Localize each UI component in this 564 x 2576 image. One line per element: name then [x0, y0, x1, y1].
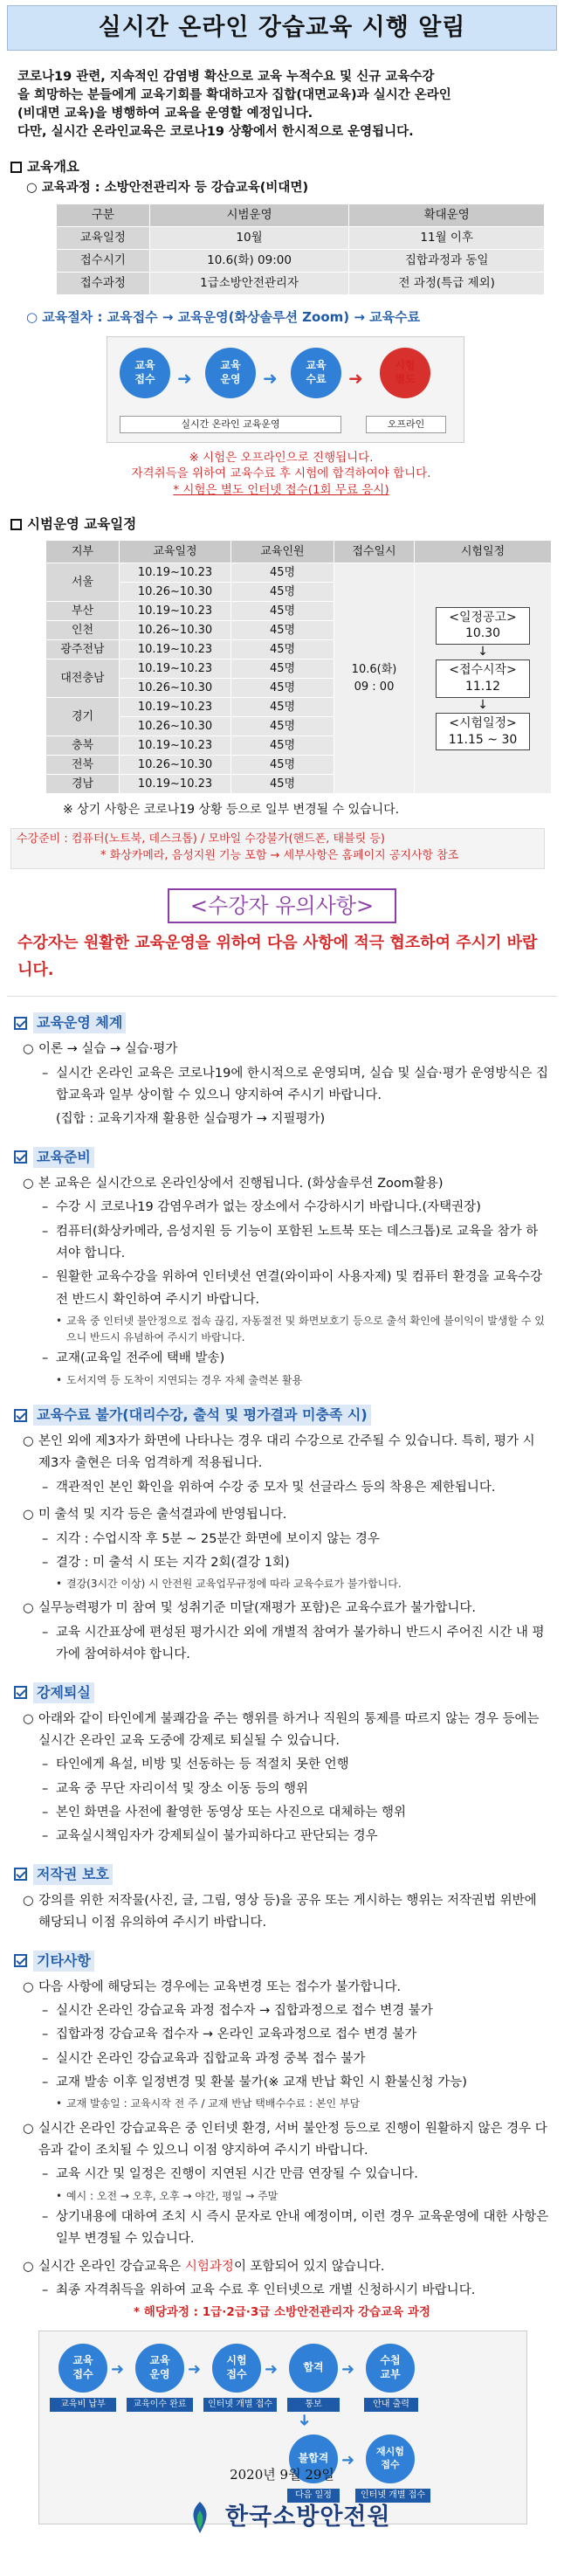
- people-cell: 45명: [231, 563, 334, 583]
- table-header: 확대운영: [349, 204, 545, 227]
- item-text: 예시 : 오전 → 오후, 오후 → 야간, 평일 → 주말: [66, 2189, 279, 2202]
- flow-caption: 인터넷 개별 접수: [355, 2489, 430, 2503]
- step-exam: 시험 별도: [380, 348, 430, 398]
- page-title: 실시간 온라인 강습교육 시행 알림: [7, 5, 557, 51]
- org-logo: [182, 2499, 391, 2536]
- item-text: (집합 : 교육기자재 활용한 실습평가 → 지필평가): [56, 1112, 326, 1127]
- list-item: – 지각 : 수업시작 후 5분 ~ 25분간 화면에 보이지 않는 경우: [42, 1529, 550, 1550]
- arrow-icon: ➜: [341, 2450, 355, 2469]
- date-cell: 10.19~10.23: [120, 698, 231, 717]
- arrow-icon: ➜: [348, 367, 363, 389]
- page: [0, 5, 564, 2576]
- item-text: 타인에게 욕설, 비방 및 선동하는 등 적절치 못한 언행: [56, 1758, 349, 1772]
- date-cell: 10.26~10.30: [120, 621, 231, 640]
- table-header: 시범운영: [149, 204, 349, 227]
- list-item: • 교육 중 인터넷 불안정으로 접속 끊김, 자동절전 및 화면보호기 등으로 출석 확인에 불이익이 발생할 수 있으니 반드시 유념하여 주시기 바랍니다.: [56, 1313, 550, 1346]
- list-item: – 최종 자격취득을 위하여 교육 수료 후 인터넷으로 개별 신청하시기 바랍니다.: [42, 2280, 550, 2302]
- item-text: 미 출석 및 지각 등은 출석결과에 반영됩니다.: [38, 1508, 287, 1523]
- people-cell: 45명: [231, 679, 334, 698]
- people-cell: 45명: [231, 640, 334, 660]
- people-cell: 45명: [231, 602, 334, 621]
- item-text: 본 교육은 실시간으로 온라인상에서 진행됩니다. (화상솔루션 Zoom활용): [38, 1176, 444, 1191]
- arrow-icon: ➜: [111, 2359, 125, 2379]
- item-text: 교육 중 무단 자리이석 및 장소 이동 등의 행위: [56, 1781, 308, 1796]
- check-icon: [14, 1954, 27, 1967]
- list-item: – 교재 발송 이후 일정변경 및 환불 불가(※ 교재 반납 확인 시 환불신청 가능): [42, 2072, 550, 2094]
- schedule-cell: [415, 563, 552, 794]
- flow-step: 합격: [289, 2344, 338, 2393]
- list-item: ○ 아래와 같이 타인에게 불쾌감을 주는 행위를 하거나 직원의 통제를 따르지 않는 경우 등에는 실시간 온라인 교육 도중에 강제로 퇴실될 수 있습니다.: [23, 1709, 550, 1753]
- list-item: • 예시 : 오전 → 오후, 오후 → 야간, 평일 → 주말: [56, 2188, 550, 2205]
- arrow-icon: ➜: [295, 2413, 314, 2427]
- region-cell: 대전충남: [46, 660, 120, 698]
- list-item: ○ 실무능력평가 미 참여 및 성취기준 미달(재평가 포함)은 교육수료가 불가합니다.: [23, 1598, 550, 1619]
- list-item: – 실시간 온라인 강습교육과 집합교육 과정 중복 접수 불가: [42, 2048, 550, 2070]
- table-cell: 교육일정: [57, 227, 150, 250]
- item-text: 교육실시책임자가 강제퇴실이 불가피하다고 판단되는 경우: [56, 1829, 378, 1844]
- item-text: 객관적인 본인 확인을 위하여 수강 중 모자 및 선글라스 등의 착용은 제한됩니다.: [56, 1480, 496, 1495]
- schedule-date: 11.15 ~ 30: [448, 732, 518, 747]
- arrow-icon: ➜: [265, 2359, 279, 2379]
- list-item: – 타인에게 욕설, 비방 및 선동하는 등 적절치 못한 언행: [42, 1754, 550, 1776]
- checkbox-icon: [10, 162, 22, 173]
- intro-line: (비대면 교육)을 병행하여 교육을 운영할 예정입니다.: [17, 107, 313, 121]
- check-icon: [14, 1868, 27, 1881]
- people-cell: 45명: [231, 583, 334, 602]
- arrow-icon: ➜: [177, 367, 192, 389]
- intro-text: [17, 68, 550, 142]
- list-item: ○ 강의를 위한 저작물(사진, 글, 그림, 영상 등)을 공유 또는 게시하는 행위는 저작권법 위반에 해당되니 이점 유의하여 주시기 바랍니다.: [23, 1890, 550, 1935]
- divider: [7, 996, 557, 997]
- flow-step: 수첩 교부: [366, 2344, 415, 2393]
- step-operation: 교육 운영: [205, 348, 256, 398]
- check-icon: [14, 1017, 27, 1030]
- people-cell: 45명: [231, 717, 334, 736]
- date-cell: 10.19~10.23: [120, 640, 231, 660]
- table-header: 접수일시: [334, 541, 415, 563]
- list-item: – 상기내용에 대하여 조치 시 즉시 문자로 안내 예정이며, 이런 경우 교육운영에 대한 사항은 일부 변경될 수 있습니다.: [42, 2207, 550, 2251]
- checkbox-icon: [10, 519, 22, 530]
- table-cell: 집합과정과 동일: [349, 250, 545, 273]
- pilot-heading: 시범운영 교육일정: [27, 516, 137, 533]
- intro-line: 코로나19 관련, 지속적인 감염병 확산으로 교육 누적수요 및 신규 교육수강: [17, 70, 435, 84]
- table-cell: 접수과정: [57, 273, 150, 295]
- check-icon: [14, 1150, 27, 1164]
- list-item: ○ 다음 사항에 해당되는 경우에는 교육변경 또는 접수가 불가합니다.: [23, 1977, 550, 1999]
- region-cell: 경기: [46, 698, 120, 736]
- list-item: – 결강 : 미 출석 시 또는 지각 2회(결강 1회): [42, 1552, 550, 1574]
- section-title: 교육준비: [33, 1147, 94, 1168]
- pilot-note: ※ 상기 사항은 코로나19 상황 등으로 일부 변경될 수 있습니다.: [63, 803, 400, 818]
- flow-step: 시험 접수: [212, 2344, 261, 2393]
- section-title: 강제퇴실: [33, 1682, 94, 1703]
- item-text: 교재(교육일 전주에 택배 발송): [56, 1351, 225, 1366]
- date-cell: 10.26~10.30: [120, 679, 231, 698]
- region-cell: 경남: [46, 775, 120, 794]
- date-cell: 10.19~10.23: [120, 563, 231, 583]
- caption-online: 실시간 온라인 교육운영: [120, 416, 341, 433]
- people-cell: 45명: [231, 736, 334, 756]
- item-text: 이론 → 실습 → 실습·평가: [38, 1042, 178, 1057]
- list-item: ○ 미 출석 및 지각 등은 출석결과에 반영됩니다.: [23, 1504, 550, 1526]
- table-row: [46, 563, 552, 583]
- arrow-icon: ➜: [263, 367, 278, 389]
- list-item: – 본인 화면을 사전에 촬영한 동영상 또는 사진으로 대체하는 행위: [42, 1802, 550, 1824]
- overview-heading: 교육개요: [27, 159, 79, 176]
- item-text: 실시간 온라인 강습교육과 집합교육 과정 중복 접수 불가: [56, 2051, 366, 2066]
- date-cell: 10.19~10.23: [120, 736, 231, 756]
- notice-date: 2020년 9월 29일: [230, 2467, 334, 2483]
- course-line: ○ 교육과정 : 소방안전관리자 등 강습교육(비대면): [26, 181, 309, 196]
- flow-step: 교육 접수: [58, 2344, 107, 2393]
- table-cell: 10월: [149, 227, 349, 250]
- table-row: [57, 273, 545, 295]
- table-row: [57, 250, 545, 273]
- procedure-diagram: [107, 336, 464, 443]
- item-text: 결강 : 미 출석 시 또는 지각 2회(결강 1회): [56, 1555, 290, 1570]
- people-cell: 45명: [231, 756, 334, 775]
- notice-intro: 수강자는 원활한 교육운영을 위하여 다음 사항에 적극 협조하여 주시기 바랍니다.: [17, 934, 538, 979]
- flow-step: 교육 운영: [135, 2344, 184, 2393]
- item-text: 도서지역 등 도착이 지연되는 경우 자체 출력본 활용: [66, 1373, 303, 1386]
- org-name: 한국소방안전원: [225, 2503, 391, 2531]
- flow-caption: 안내 출력: [364, 2398, 418, 2412]
- schedule-box: [436, 607, 530, 646]
- intro-line: 을 희망하는 분들에게 교육기회를 확대하고자 집합(대면교육)과 실시간 온라인: [17, 88, 451, 103]
- flow-caption: 교육이수 완료: [127, 2398, 193, 2412]
- section-title: 기타사항: [33, 1951, 94, 1972]
- arrow-down-icon: ↓: [478, 645, 488, 660]
- list-item: • 도서지역 등 도착이 지연되는 경우 자체 출력본 활용: [56, 1372, 550, 1389]
- date-cell: 10.26~10.30: [120, 583, 231, 602]
- item-text: 아래와 같이 타인에게 불쾌감을 주는 행위를 하거나 직원의 통제를 따르지 않는 경우 등에는 실시간 온라인 교육 도중에 강제로 퇴실될 수 있습니다.: [38, 1711, 540, 1748]
- item-text: 실시간 온라인 교육은 코로나19에 한시적으로 운영되며, 실습 및 실습·평가 운영방식은 집합교육과 일부 상이할 수 있으니 양지하여 주시기 바랍니다.: [56, 1066, 549, 1103]
- arrow-icon: ➜: [341, 2359, 355, 2379]
- note-line: 자격취득을 위하여 교육수료 후 시험에 합격하여야 합니다.: [131, 466, 431, 481]
- list-item: [42, 1108, 550, 1130]
- arrow-down-icon: ↓: [478, 697, 488, 712]
- item-text: 교육 중 인터넷 불안정으로 접속 끊김, 자동절전 및 화면보호기 등으로 출석 확인에 불이익이 발생할 수 있으니 반드시 유념하여 주시기 바랍니다.: [66, 1315, 545, 1344]
- item-text: 집합과정 강습교육 접수자 → 온라인 교육과정으로 접수 변경 불가: [56, 2027, 417, 2042]
- logo-icon: [182, 2499, 218, 2536]
- schedule-label: <접수시작>: [449, 663, 517, 678]
- item-text: 최종 자격취득을 위하여 교육 수료 후 인터넷으로 개별 신청하시기 바랍니다.: [56, 2283, 476, 2298]
- list-item: – 교육 시간표상에 편성된 평가시간 외에 개별적 참여가 불가하니 반드시 주어진 시간 내 평가에 참여하셔야 합니다.: [42, 1622, 550, 1667]
- check-icon: [14, 1686, 27, 1699]
- list-item: • 교재 발송일 : 교육시작 전 주 / 교재 반납 택배수수료 : 본인 부담: [56, 2096, 550, 2112]
- overview-section: [10, 157, 552, 499]
- item-text: 지각 : 수업시작 후 5분 ~ 25분간 화면에 보이지 않는 경우: [56, 1531, 380, 1546]
- item-text: 본인 화면을 사전에 촬영한 동영상 또는 사진으로 대체하는 행위: [56, 1806, 407, 1820]
- note-line: ※ 시험은 오프라인으로 진행됩니다.: [189, 450, 374, 465]
- table-cell: 11월 이후: [349, 227, 545, 250]
- text-part-red: 시험과정: [184, 2259, 234, 2274]
- list-item: – 실시간 온라인 교육은 코로나19에 한시적으로 운영되며, 실습 및 실습·평가 운영방식은 집합교육과 일부 상이할 수 있으니 양지하여 주시기 바랍니다.: [42, 1063, 550, 1108]
- flow-caption: 통보: [287, 2398, 340, 2412]
- section-title: 교육운영 체계: [33, 1012, 126, 1033]
- schedule-date: 11.12: [464, 679, 501, 694]
- item-text: 원활한 교육수강을 위하여 인터넷선 연결(와이파이 사용자제) 및 컴퓨터 환경을 교육수강 전 반드시 확인하여 주시기 바랍니다.: [56, 1270, 543, 1307]
- arrow-icon: ➜: [188, 2359, 202, 2379]
- section-title: 교육수료 불가(대리수강, 출석 및 평가결과 미충족 시): [33, 1405, 371, 1426]
- item-text: 실시간 온라인 강습교육 과정 접수자 → 집합과정으로 접수 변경 불가: [56, 2003, 433, 2018]
- flow-caption: 인터넷 개별 접수: [203, 2398, 277, 2412]
- text-part: 실시간 온라인 강습교육은: [38, 2259, 185, 2274]
- table-row: [57, 227, 545, 250]
- section-title: 저작권 보호: [33, 1864, 113, 1885]
- prep-line: 수강준비 : 컴퓨터(노트북, 데스크톱) / 모바일 수강불가(핸드폰, 태블릿 등): [17, 832, 385, 846]
- date-cell: 10.19~10.23: [120, 660, 231, 679]
- exam-note: [10, 450, 552, 500]
- list-item: – 교육 시간 및 일정은 진행이 지연된 시간 만큼 연장될 수 있습니다.: [42, 2164, 550, 2186]
- table-header: 교육인원: [231, 541, 334, 563]
- table-header: 지부: [46, 541, 120, 563]
- region-cell: 부산: [46, 602, 120, 621]
- item-text: 실시간 온라인 강습교육은 중 인터넷 환경, 서버 불안정 등으로 진행이 원활하지 않은 경우 다음과 같이 조치될 수 있으니 이점 양지하여 주시기 바랍니다.: [38, 2121, 547, 2158]
- item-text: 상기내용에 대하여 조치 시 즉시 문자로 안내 예정이며, 이런 경우 교육운영에 대한 사항은 일부 변경될 수 있습니다.: [56, 2209, 549, 2247]
- schedule-label: <일정공고>: [449, 610, 517, 625]
- item-text: 컴퓨터(화상카메라, 음성지원 등 기능이 포함된 노트북 또는 데스크톱)로 교육을 참가 하셔야 합니다.: [56, 1224, 539, 1260]
- caption-offline: 오프라인: [366, 416, 446, 433]
- date-cell: 10.26~10.30: [120, 717, 231, 736]
- text-part: 이 포함되어 있지 않습니다.: [233, 2259, 385, 2274]
- region-cell: 인천: [46, 621, 120, 640]
- date-cell: 10.26~10.30: [120, 756, 231, 775]
- step-receipt: 교육 접수: [120, 348, 170, 398]
- list-item: – 집합과정 강습교육 접수자 → 온라인 교육과정으로 접수 변경 불가: [42, 2024, 550, 2046]
- people-cell: 45명: [231, 698, 334, 717]
- people-cell: 45명: [231, 621, 334, 640]
- item-text: 실무능력평가 미 참여 및 성취기준 미달(재평가 포함)은 교육수료가 불가합니다.: [38, 1601, 477, 1616]
- item-text: 결강(3시간 이상) 시 안전원 교육업무규정에 따라 교육수료가 불가합니다.: [66, 1578, 402, 1591]
- table-header: 구분: [57, 204, 150, 227]
- intro-line: 다만, 실시간 온라인교육은 코로나19 상황에서 한시적으로 운영됩니다.: [17, 125, 414, 140]
- item-text: [38, 2256, 384, 2278]
- notice-title: <수강자 유의사항>: [168, 888, 396, 923]
- schedule-date: 10.30: [464, 626, 501, 641]
- schedule-label: <시험일정>: [449, 715, 517, 730]
- list-item: – 교재(교육일 전주에 택배 발송): [42, 1348, 550, 1370]
- procedure-line: ○ 교육절차 : 교육접수 → 교육운영(화상솔루션 Zoom) → 교육수료: [26, 309, 421, 326]
- overview-table: [56, 204, 545, 295]
- pilot-section: [10, 515, 552, 819]
- list-item: ○ 본인 외에 제3자가 화면에 나타나는 경우 대리 수강으로 간주될 수 있습니다. 특히, 평가 시 제3자 출현은 더욱 엄격하게 적용됩니다.: [23, 1431, 550, 1475]
- region-cell: 충북: [46, 736, 120, 756]
- check-icon: [14, 1409, 27, 1422]
- table-header: 시험일정: [415, 541, 552, 563]
- schedule-box: [436, 660, 530, 698]
- list-item: – 컴퓨터(화상카메라, 음성지원 등 기능이 포함된 노트북 또는 데스크톱)로 교육을 참가 하셔야 합니다.: [42, 1221, 550, 1266]
- note-line: * 시험은 별도 인터넷 접수(1회 무료 응시): [173, 483, 389, 498]
- item-text: 교재 발송 이후 일정변경 및 환불 불가(※ 교재 반납 확인 시 환불신청 가능): [56, 2075, 467, 2090]
- list-item: – 교육 중 무단 자리이석 및 장소 이동 등의 행위: [42, 1778, 550, 1800]
- item-text: 수강 시 코로나19 감염우려가 없는 장소에서 수강하시기 바랍니다.(자택권장): [56, 1200, 481, 1215]
- list-item: ○ 실시간 온라인 강습교육은 시험과정이 포함되어 있지 않습니다.: [23, 2256, 550, 2278]
- step-completion: 교육 수료: [291, 348, 341, 398]
- item-text: 교육 시간 및 일정은 진행이 지연된 시간 만큼 연장될 수 있습니다.: [56, 2167, 418, 2182]
- item-text: 강의를 위한 저작물(사진, 글, 그림, 영상 등)을 공유 또는 게시하는 행위는 저작권법 위반에 해당되니 이점 유의하여 주시기 바랍니다.: [38, 1893, 537, 1930]
- item-text: 교재 발송일 : 교육시작 전 주 / 교재 반납 택배수수료 : 본인 부담: [66, 2097, 361, 2110]
- list-item: • 결강(3시간 이상) 시 안전원 교육업무규정에 따라 교육수료가 불가합니다.: [56, 1576, 550, 1592]
- exam-flow-diagram: [38, 2331, 527, 2524]
- item-text: 본인 외에 제3자가 화면에 나타나는 경우 대리 수강으로 간주될 수 있습니다. 특히, 평가 시 제3자 출현은 더욱 엄격하게 적용됩니다.: [38, 1434, 535, 1471]
- list-item: ○ 실시간 온라인 강습교육은 중 인터넷 환경, 서버 불안정 등으로 진행이 원활하지 않은 경우 다음과 같이 조치될 수 있으니 이점 양지하여 주시기 바랍니다.: [23, 2118, 550, 2163]
- table-header: 교육일정: [120, 541, 231, 563]
- list-item: – 실시간 온라인 강습교육 과정 접수자 → 집합과정으로 접수 변경 불가: [42, 2000, 550, 2022]
- receipt-cell: 10.6(화) 09 : 00: [334, 563, 415, 794]
- list-item: ○ 본 교육은 실시간으로 온라인상에서 진행됩니다. (화상솔루션 Zoom활용): [23, 1173, 550, 1195]
- prep-line: * 화상카메라, 음성지원 기능 포함 → 세부사항은 홈페이지 공지사항 참조: [100, 849, 459, 863]
- list-item: – 수강 시 코로나19 감염우려가 없는 장소에서 수강하시기 바랍니다.(자택권장): [42, 1197, 550, 1219]
- course-note: * 해당과정 : 1급·2급·3급 소방안전관리자 강습교육 과정: [134, 2305, 430, 2320]
- prep-box: [10, 828, 545, 869]
- table-cell: 1급소방안전관리자: [149, 273, 349, 295]
- people-cell: 45명: [231, 775, 334, 794]
- region-cell: 서울: [46, 563, 120, 602]
- date-cell: 10.19~10.23: [120, 602, 231, 621]
- table-cell: 접수시기: [57, 250, 150, 273]
- flow-caption: 다음 일정: [287, 2489, 340, 2503]
- flow-step: 불합격: [289, 2434, 338, 2483]
- pilot-table: [45, 540, 552, 794]
- table-cell: 10.6(화) 09:00: [149, 250, 349, 273]
- list-item: – 원활한 교육수강을 위하여 인터넷선 연결(와이파이 사용자제) 및 컴퓨터 환경을 교육수강 전 반드시 확인하여 주시기 바랍니다.: [42, 1267, 550, 1311]
- region-cell: 전북: [46, 756, 120, 775]
- item-text: 교육 시간표상에 편성된 평가시간 외에 개별적 참여가 불가하니 반드시 주어진 시간 내 평가에 참여하셔야 합니다.: [56, 1625, 545, 1662]
- item-text: 다음 사항에 해당되는 경우에는 교육변경 또는 접수가 불가합니다.: [38, 1979, 402, 1994]
- region-cell: 광주전남: [46, 640, 120, 660]
- list-item: – 교육실시책임자가 강제퇴실이 불가피하다고 판단되는 경우: [42, 1826, 550, 1847]
- list-item: ○ 이론 → 실습 → 실습·평가: [23, 1039, 550, 1060]
- people-cell: 45명: [231, 660, 334, 679]
- flow-step: 재시험 접수: [366, 2434, 415, 2483]
- list-item: – 객관적인 본인 확인을 위하여 수강 중 모자 및 선글라스 등의 착용은 제한됩니다.: [42, 1477, 550, 1499]
- date-cell: 10.19~10.23: [120, 775, 231, 794]
- table-cell: 전 과정(특급 제외): [349, 273, 545, 295]
- schedule-box: [436, 713, 530, 751]
- flow-caption: 교육비 납부: [50, 2398, 116, 2412]
